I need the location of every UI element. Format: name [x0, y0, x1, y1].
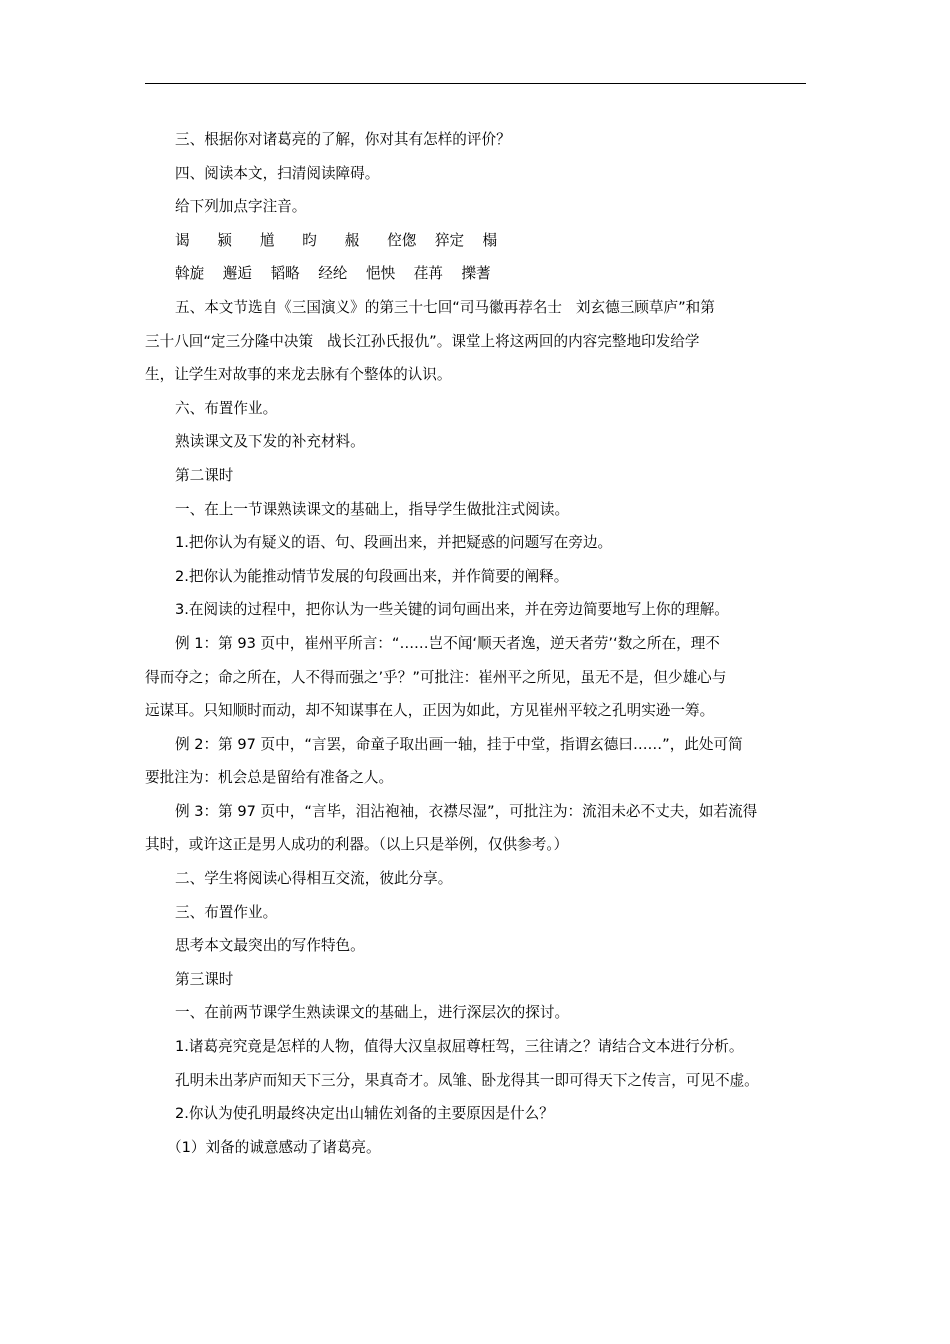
paragraph-line: 3.在阅读的过程中，把你认为一些关键的词句画出来，并在旁边简要地写上你的理解。 — [175, 601, 729, 619]
paragraph-line: 五、本文节选自《三国演义》的第三十七回“司马徽再荐名士 刘玄德三顾草庐”和第 — [175, 298, 715, 316]
paragraph-line: 例 1：第 93 页中，崔州平所言：“……岂不闻‘顺天者逸，逆天者劳’‘数之所在，理不 — [175, 634, 720, 652]
pronunciation-chars-row-1: 谒 颍 馗 昀 赧 倥偬 猝定 榻 — [175, 231, 498, 249]
paragraph-line: 1.把你认为有疑义的语、句、段画出来，并把疑惑的问题写在旁边。 — [175, 534, 613, 552]
paragraph-line: 一、在上一节课熟读课文的基础上，指导学生做批注式阅读。 — [175, 500, 570, 518]
paragraph-line: 2.把你认为能推动情节发展的句段画出来，并作简要的阐释。 — [175, 567, 569, 585]
paragraph-line: 其时，或许这正是男人成功的利器。（以上只是举例，仅供参考。） — [145, 836, 569, 854]
section-heading: 第二课时 — [175, 466, 234, 484]
paragraph-line: 六、布置作业。 — [175, 399, 278, 417]
paragraph-line: 思考本文最突出的写作特色。 — [175, 937, 365, 955]
document-body — [145, 123, 825, 1164]
paragraph-line: 熟读课文及下发的补充材料。 — [175, 433, 365, 451]
paragraph-line: 要批注为：机会总是留给有准备之人。 — [145, 769, 394, 787]
paragraph-line: 1.诸葛亮究竟是怎样的人物，值得大汉皇叔屈尊枉驾，三往请之？请结合文本进行分析。 — [175, 1038, 744, 1056]
header-rule — [145, 83, 806, 84]
paragraph-line: 给下列加点字注音。 — [175, 198, 307, 216]
pronunciation-chars-row-2: 斡旋 邂逅 韬略 经纶 悒怏 荏苒 擽蓍 — [175, 265, 491, 283]
paragraph-line: 二、学生将阅读心得相互交流，彼此分享。 — [175, 870, 453, 888]
paragraph-line: 一、在前两节课学生熟读课文的基础上，进行深层次的探讨。 — [175, 1004, 570, 1022]
paragraph-line: 孔明未出茅庐而知天下三分，果真奇才。凤雏、卧龙得其一即可得天下之传言，可见不虚。 — [175, 1071, 759, 1089]
paragraph-line: （1）刘备的诚意感动了诸葛亮。 — [167, 1138, 381, 1156]
paragraph-line: 三、根据你对诸葛亮的了解，你对其有怎样的评价？ — [175, 131, 511, 148]
paragraph-line: 生，让学生对故事的来龙去脉有个整体的认识。 — [145, 366, 452, 384]
paragraph-line: 得而夺之；命之所在，人不得而强之’乎？”可批注：崔州平之所见，虽无不是，但少雄心与 — [145, 668, 727, 686]
paragraph-line: 三十八回“定三分隆中决策 战长江孙氏报仇”。课堂上将这两回的内容完整地印发给学 — [145, 332, 700, 350]
paragraph-line: 三、布置作业。 — [175, 903, 278, 921]
paragraph-line: 例 3：第 97 页中，“言毕，泪沾袍袖，衣襟尽湿”，可批注为：流泪未必不丈夫，如若流得 — [175, 802, 758, 820]
paragraph-line: 远谋耳。只知顺时而动，却不知谋事在人，正因为如此，方见崔州平较之孔明实逊一筹。 — [145, 702, 715, 720]
paragraph-line: 2.你认为使孔明最终决定出山辅佐刘备的主要原因是什么？ — [175, 1105, 554, 1123]
section-heading: 第三课时 — [175, 970, 234, 988]
paragraph-line: 例 2：第 97 页中，“言罢，命童子取出画一轴，挂于中堂，指谓玄德曰……”，此处可简 — [175, 735, 743, 753]
paragraph-line: 四、阅读本文，扫清阅读障碍。 — [175, 164, 380, 182]
